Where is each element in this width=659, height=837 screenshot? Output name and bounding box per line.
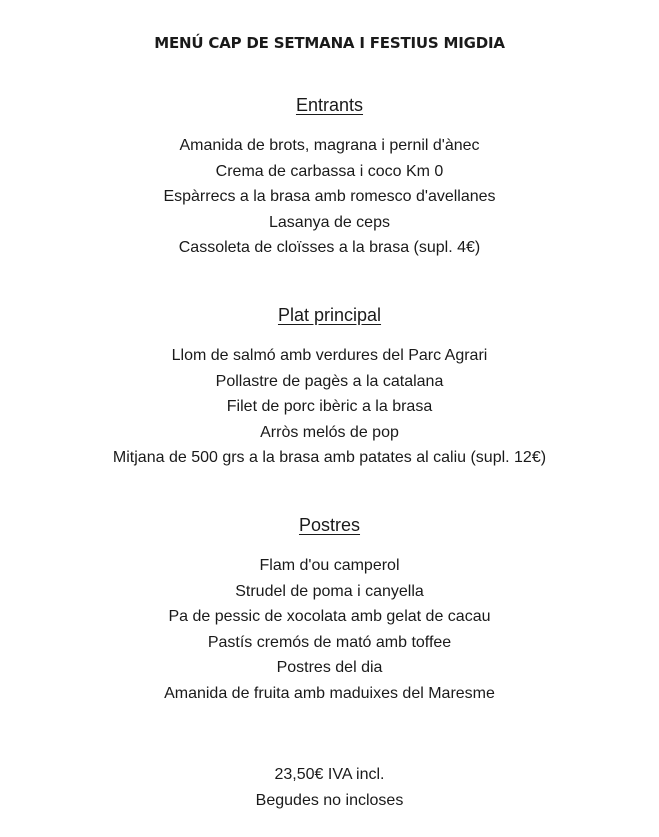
dish-item: Strudel de poma i canyella xyxy=(235,582,424,600)
dish-item: Lasanya de ceps xyxy=(269,213,390,231)
section-heading: Plat principal xyxy=(277,305,382,325)
menu-price: 23,50€ IVA incl. xyxy=(274,766,385,783)
dish-item: Flam d'ou camperol xyxy=(259,557,400,574)
dish-item: Amanida de fruita amb maduixes del Maresme xyxy=(164,684,495,702)
dish-list xyxy=(0,133,659,261)
dish-item: Espàrrecs a la brasa amb romesco d'avellanes xyxy=(163,188,496,205)
dish-item: Llom de salmó amb verdures del Parc Agrari xyxy=(171,347,488,364)
dish-item: Cassoleta de cloïsses a la brasa (supl. 4€) xyxy=(178,239,481,256)
menu-footer xyxy=(0,762,659,814)
section-heading: Postres xyxy=(298,515,361,535)
section-postres xyxy=(0,513,659,706)
dish-item: Pastís cremós de mató amb toffee xyxy=(207,633,452,651)
dish-item: Filet de porc ibèric a la brasa xyxy=(226,398,433,415)
section-heading: Entrants xyxy=(295,95,364,115)
dish-item: Amanida de brots, magrana i pernil d'ànec xyxy=(179,137,480,154)
dish-item: Postres del dia xyxy=(276,659,383,676)
dish-item: Pa de pessic de xocolata amb gelat de cacau xyxy=(168,608,491,625)
section-plat-principal xyxy=(0,303,659,471)
menu-title: MENÚ CAP DE SETMANA I FESTIUS MIGDIA xyxy=(154,34,505,52)
drinks-note: Begudes no incloses xyxy=(255,792,404,809)
dish-list xyxy=(0,343,659,471)
dish-item: Crema de carbassa i coco Km 0 xyxy=(215,162,444,180)
dish-list xyxy=(0,553,659,706)
dish-item: Pollastre de pagès a la catalana xyxy=(215,372,444,390)
dish-item: Mitjana de 500 grs a la brasa amb patates al caliu (supl. 12€) xyxy=(112,449,547,466)
dish-item: Arròs melós de pop xyxy=(260,423,399,441)
section-entrants xyxy=(0,93,659,261)
